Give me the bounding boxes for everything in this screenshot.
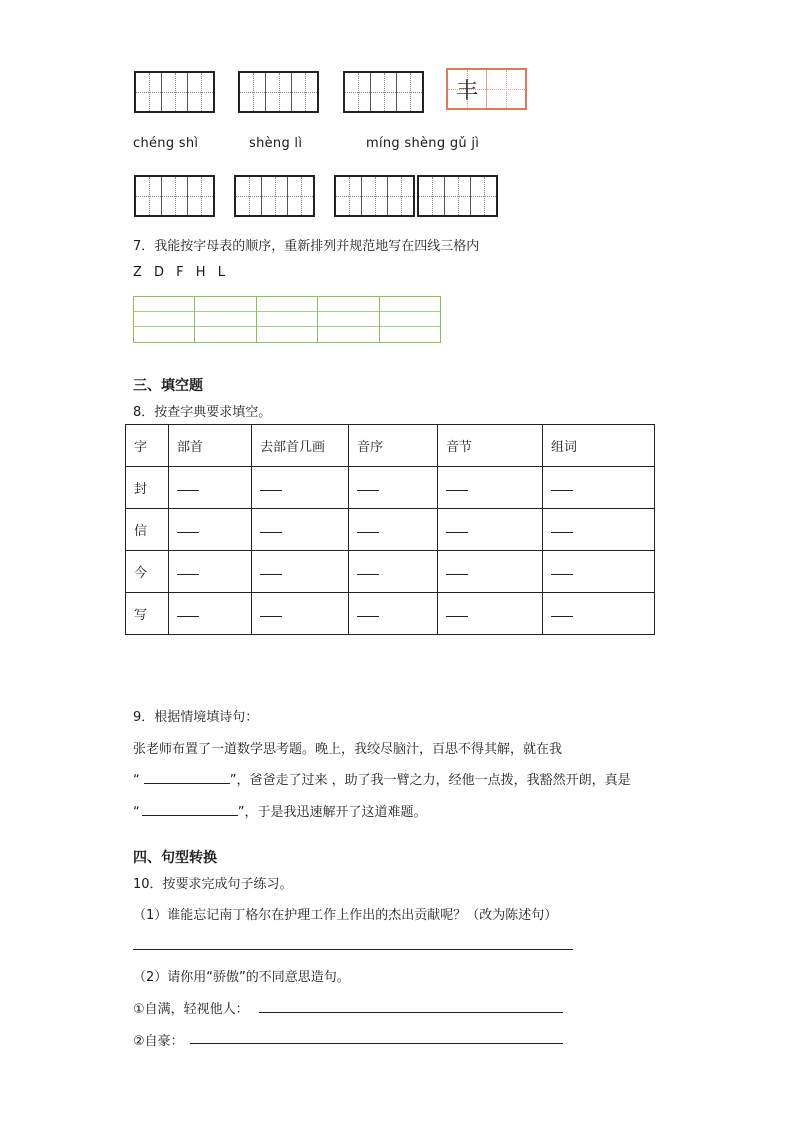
char-box-group[interactable] — [238, 71, 319, 113]
blank-cell[interactable] — [252, 467, 349, 509]
pinyin-3: míng shèng gǔ jì — [366, 136, 480, 151]
four-line-grid[interactable] — [133, 296, 441, 343]
blank-cell[interactable] — [169, 509, 252, 551]
q9-line2-text: ”，爸爸走了过来 ，助了我一臂之力，经他一点拨，我豁然开朗，真是 — [229, 773, 631, 788]
q9-line3-text: ”，于是我迅速解开了这道难题。 — [237, 805, 427, 820]
q10-item1: ①自满，轻视他人： — [133, 1002, 249, 1017]
q9-line3 — [133, 801, 427, 820]
open-quote: “ — [133, 773, 140, 788]
blank-cell[interactable] — [349, 467, 438, 509]
row-char: 今 — [126, 551, 169, 593]
table-row — [126, 551, 655, 593]
header-cell: 音序 — [349, 425, 438, 467]
char-box-group[interactable] — [234, 175, 315, 217]
header-cell: 部首 — [169, 425, 252, 467]
blank-cell[interactable] — [349, 593, 438, 635]
q10-item2: ②自豪： — [133, 1034, 184, 1049]
blank-cell[interactable] — [169, 467, 252, 509]
answer-line[interactable] — [133, 949, 573, 950]
char-box-group[interactable] — [134, 71, 215, 113]
blank-cell[interactable] — [252, 509, 349, 551]
q7-letters: Z D F H L — [133, 265, 225, 280]
blank-cell[interactable] — [349, 509, 438, 551]
q7-prompt: 7．我能按字母表的顺序，重新排列并规范地写在四线三格内 — [133, 239, 480, 254]
blank-cell[interactable] — [349, 551, 438, 593]
header-cell: 组词 — [543, 425, 655, 467]
char-box-group[interactable] — [334, 175, 415, 217]
blank-cell[interactable] — [543, 509, 655, 551]
poem-blank-1[interactable] — [144, 771, 230, 784]
q10-sub1: （1）谁能忘记南丁格尔在护理工作上作出的杰出贡献呢？（改为陈述句） — [133, 908, 558, 923]
char-box-group[interactable] — [343, 71, 424, 113]
header-cell: 音节 — [438, 425, 543, 467]
blank-cell[interactable] — [252, 593, 349, 635]
blank-cell[interactable] — [169, 593, 252, 635]
table-row — [126, 467, 655, 509]
pinyin-1: chéng shì — [133, 136, 199, 151]
blank-cell[interactable] — [169, 551, 252, 593]
blank-cell[interactable] — [438, 551, 543, 593]
blank-cell[interactable] — [543, 593, 655, 635]
table-header-row — [126, 425, 655, 467]
blank-cell[interactable] — [438, 467, 543, 509]
blank-cell[interactable] — [438, 509, 543, 551]
pinyin-2: shèng lì — [249, 136, 303, 151]
open-quote: “ — [133, 805, 140, 820]
char-box-group[interactable] — [134, 175, 215, 217]
row-char: 写 — [126, 593, 169, 635]
header-cell: 字 — [126, 425, 169, 467]
section-title: 四、句型转换 — [133, 850, 217, 866]
header-cell: 去部首几画 — [252, 425, 349, 467]
sample-char: 丰 — [455, 79, 478, 104]
q9-line2 — [133, 769, 631, 788]
blank-cell[interactable] — [438, 593, 543, 635]
blank-cell[interactable] — [543, 551, 655, 593]
blank-cell[interactable] — [252, 551, 349, 593]
q8-prompt: 8．按查字典要求填空。 — [133, 405, 272, 420]
sample-char-box — [446, 68, 527, 110]
q10-prompt: 10．按要求完成句子练习。 — [133, 877, 293, 892]
char-box-group[interactable] — [417, 175, 498, 217]
row-char: 信 — [126, 509, 169, 551]
q9-line1: 张老师布置了一道数学思考题。晚上，我绞尽脑汁，百思不得其解，就在我 — [133, 742, 563, 757]
answer-line[interactable] — [259, 1012, 563, 1013]
row-char: 封 — [126, 467, 169, 509]
dictionary-table — [125, 424, 655, 635]
blank-cell[interactable] — [543, 467, 655, 509]
q9-prompt: 9．根据情境填诗句： — [133, 710, 259, 725]
section-title: 三、填空题 — [133, 378, 203, 394]
table-row — [126, 509, 655, 551]
poem-blank-2[interactable] — [142, 803, 238, 816]
q10-sub2: （2）请你用“骄傲”的不同意思造句。 — [133, 970, 350, 985]
answer-line[interactable] — [190, 1043, 563, 1044]
table-row — [126, 593, 655, 635]
